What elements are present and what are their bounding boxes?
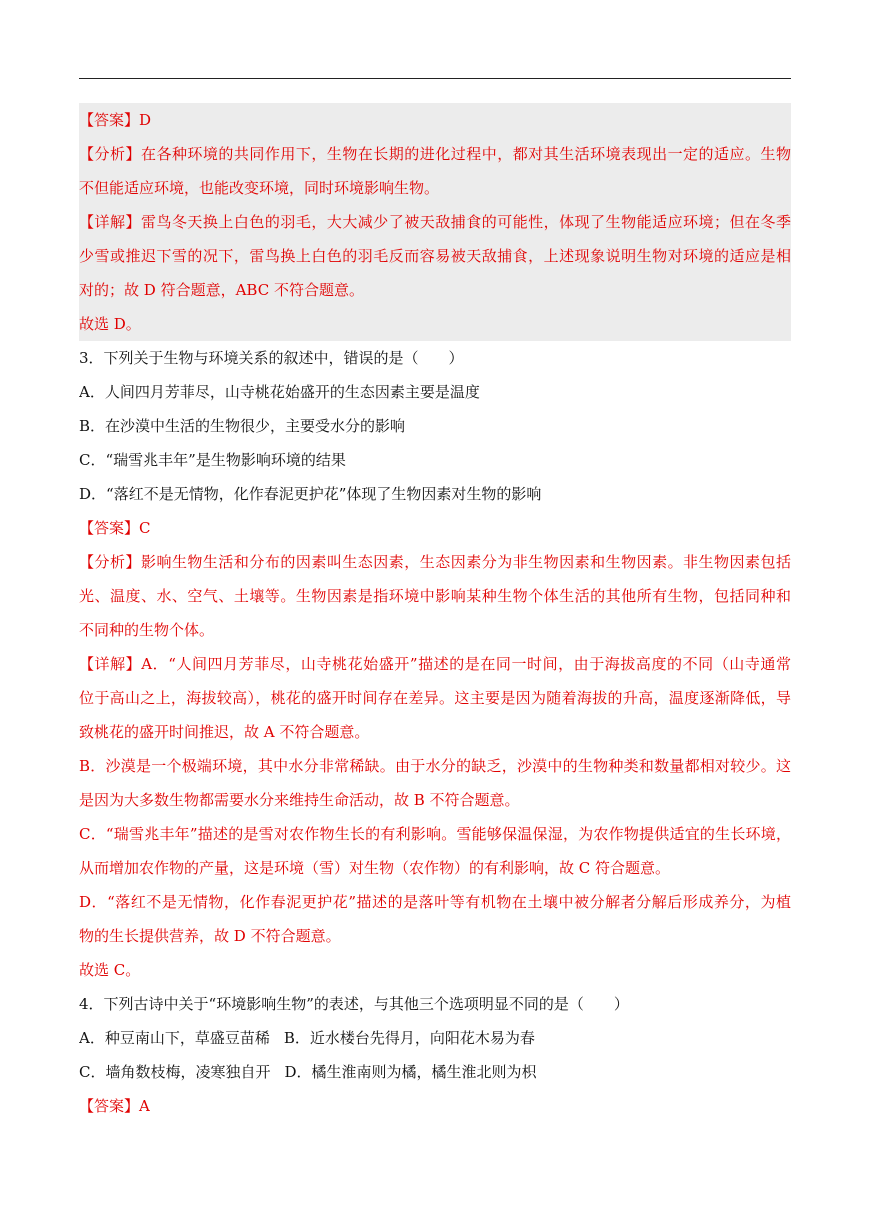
answer-value: D	[139, 111, 152, 129]
q3-option-b: B．在沙漠中生活的生物很少，主要受水分的影响	[79, 417, 406, 435]
q3-analysis-line-1	[79, 545, 791, 579]
q4-answer-line	[79, 1089, 791, 1123]
detail-text: 雷鸟冬天换上白色的羽毛，大大减少了被天敌捕食的可能性，体现了生物能适应环境；但在冬季	[140, 213, 791, 231]
q3-option-c: C．“瑞雪兆丰年”是生物影响环境的结果	[79, 451, 346, 469]
q3-detail-line-3: 致桃花的盛开时间推迟，故 A 不符合题意。	[79, 723, 370, 741]
answer-value: C	[139, 519, 151, 537]
analysis-tag: 【分析】	[79, 145, 141, 163]
q4-option-b: B．近水楼台先得月，向阳花木易为春	[283, 1029, 535, 1047]
detail-tag: 【详解】	[79, 655, 142, 673]
q3-detail-line-6: C．“瑞雪兆丰年”描述的是雪对农作物生长的有利影响。雪能够保温保湿，为农作物提供适宜的生长环境，	[79, 825, 791, 843]
analysis-text: 影响生物生活和分布的因素叫生态因素，生态因素分为非生物因素和生物因素。非生物因素包括	[140, 553, 791, 571]
prev-conclusion: 故选 D。	[79, 315, 141, 333]
analysis-text: 在各种环境的共同作用下，生物在长期的进化过程中，都对其生活环境表现出一定的适应。生物	[140, 145, 791, 163]
q3-analysis-line-3: 不同种的生物个体。	[79, 621, 215, 639]
prev-detail-line-3: 对的；故 D 符合题意，ABC 不符合题意。	[79, 281, 364, 299]
answer-value: A	[139, 1097, 150, 1115]
q4-option-a: A．种豆南山下，草盛豆苗稀	[79, 1029, 270, 1047]
analysis-tag: 【分析】	[79, 553, 141, 571]
detail-text: A．“人间四月芳菲尽，山寺桃花始盛开”描述的是在同一时间，由于海拔高度的不同（山寺通常	[141, 655, 791, 673]
q3-detail-line-9: 物的生长提供营养，故 D 不符合题意。	[79, 927, 341, 945]
q3-detail-line-7: 从而增加农作物的产量，这是环境（雪）对生物（农作物）的有利影响，故 C 符合题意。	[79, 859, 671, 877]
answer-tag: 【答案】	[79, 519, 140, 537]
q4-option-d: D．橘生淮南则为橘，橘生淮北则为枳	[284, 1063, 537, 1081]
prev-analysis-line-2: 不但能适应环境，也能改变环境，同时环境影响生物。	[79, 179, 440, 197]
answer-tag: 【答案】	[79, 1097, 140, 1115]
answer-tag: 【答案】	[79, 111, 140, 129]
header-rule	[79, 78, 791, 79]
q3-stem: 3．下列关于生物与环境关系的叙述中，错误的是（ ）	[79, 349, 464, 367]
q3-option-a: A．人间四月芳菲尽，山寺桃花始盛开的生态因素主要是温度	[79, 383, 480, 401]
q3-detail-line-2: 位于高山之上，海拔较高），桃花的盛开时间存在差异。这主要是因为随着海拔的升高，温度逐渐降低，导	[79, 689, 791, 707]
q3-detail-line-1	[79, 647, 791, 681]
q3-option-d: D．“落红不是无情物，化作春泥更护花”体现了生物因素对生物的影响	[79, 485, 542, 503]
prev-answer-line	[79, 103, 791, 137]
q3-detail-line-8: D．“落红不是无情物，化作春泥更护花”描述的是落叶等有机物在土壤中被分解者分解后形成养分，为植	[79, 893, 791, 911]
q4-option-c: C．墙角数枝梅，凌寒独自开	[79, 1063, 271, 1081]
prev-analysis-line-1	[79, 137, 791, 171]
q3-detail-line-5: 是因为大多数生物都需要水分来维持生命活动，故 B 不符合题意。	[79, 791, 520, 809]
q4-options-row-1	[79, 1021, 791, 1055]
page-content	[79, 103, 791, 1123]
detail-tag: 【详解】	[79, 213, 141, 231]
q3-detail-line-4: B．沙漠是一个极端环境，其中水分非常稀缺。由于水分的缺乏，沙漠中的生物种类和数量都相对较少。这	[79, 757, 791, 775]
q4-stem: 4．下列古诗中关于“环境影响生物”的表述，与其他三个选项明显不同的是（ ）	[79, 995, 629, 1013]
q3-conclusion: 故选 C。	[79, 961, 141, 979]
q3-answer-line	[79, 511, 791, 545]
prev-detail-line-2: 少雪或推迟下雪的况下，雷鸟换上白色的羽毛反而容易被天敌捕食，上述现象说明生物对环境的适应是相	[79, 247, 791, 265]
q4-options-row-2	[79, 1055, 791, 1089]
q3-analysis-line-2: 光、温度、水、空气、土壤等。生物因素是指环境中影响某种生物个体生活的其他所有生物，包括同种和	[79, 587, 791, 605]
prev-answer-block	[79, 103, 791, 341]
prev-detail-line-1	[79, 205, 791, 239]
